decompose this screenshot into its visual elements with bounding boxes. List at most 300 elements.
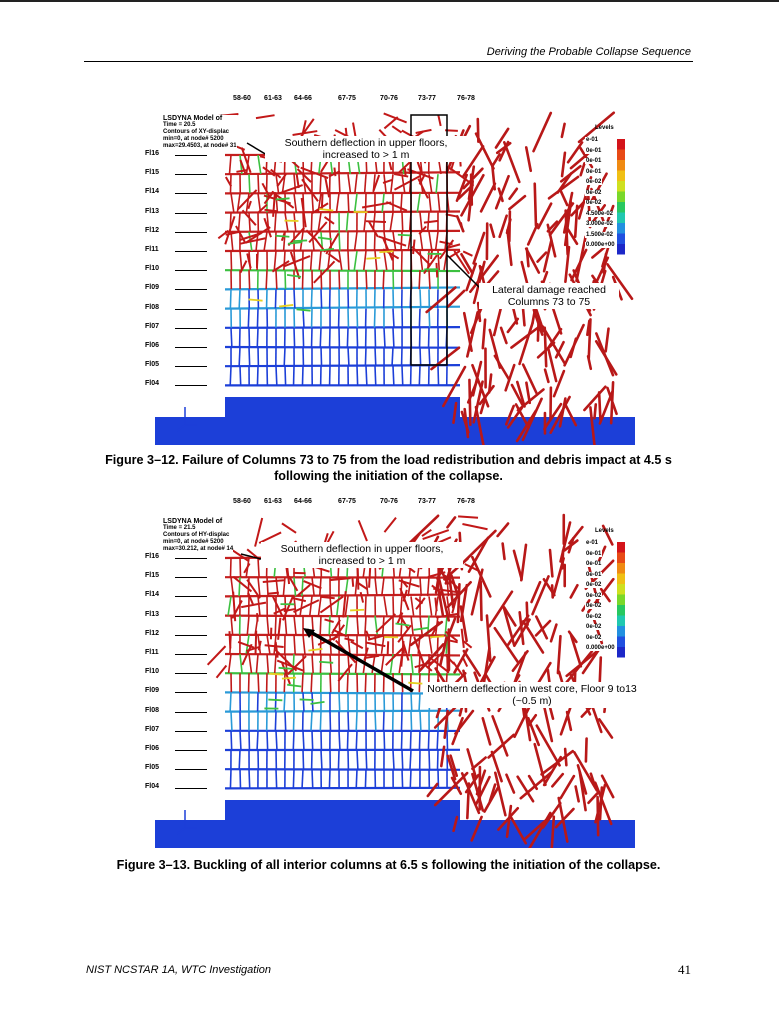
- column-segment: [275, 712, 276, 731]
- column-segment: [276, 731, 277, 750]
- floor-label: Fl05: [145, 361, 160, 369]
- column-segment: [257, 731, 258, 750]
- column-group-label: 67-75: [338, 498, 356, 505]
- column-segment: [239, 750, 240, 769]
- floor-label: Fl16: [145, 553, 160, 560]
- legend-swatch: [617, 202, 625, 213]
- floor-label: Fl09: [145, 687, 160, 695]
- column-segment: [411, 712, 412, 731]
- floor-label: Fl14: [145, 188, 160, 196]
- column-segment: [410, 750, 411, 769]
- column-segment: [438, 366, 439, 385]
- legend-swatch: [617, 244, 625, 255]
- column-segment: [276, 769, 277, 788]
- legend-value: 0.000e+00: [586, 645, 615, 651]
- floor-label: Fl11: [145, 246, 159, 253]
- column-segment: [239, 347, 240, 366]
- floor-label: Fl08: [145, 706, 160, 714]
- legend-swatch: [617, 181, 625, 192]
- column-segment: [275, 616, 276, 635]
- column-group-label: 73-77: [418, 498, 436, 505]
- column-segment: [366, 366, 367, 385]
- floor-tick: [175, 635, 207, 636]
- column-segment: [420, 712, 421, 731]
- floor-label: Fl12: [145, 226, 160, 234]
- legend-swatch: [617, 605, 625, 616]
- column-segment: [267, 731, 268, 750]
- column-segment: [321, 750, 322, 769]
- floor-tick: [175, 174, 207, 175]
- column-segment: [276, 270, 277, 289]
- column-segment: [356, 712, 357, 731]
- column-segment: [375, 712, 376, 731]
- deformed-member: [334, 168, 335, 177]
- column-segment: [365, 769, 366, 788]
- column-segment: [284, 692, 285, 711]
- column-segment: [302, 577, 303, 596]
- column-segment: [374, 232, 375, 251]
- floor-tick: [175, 558, 207, 559]
- column-segment: [320, 328, 321, 347]
- column-group-label: 64-66: [294, 95, 312, 102]
- debris-piece: [535, 184, 536, 226]
- callout-lateral-damage: Lateral damage reached Columns 73 to 75: [479, 283, 619, 309]
- stress-member: [249, 299, 263, 300]
- column-segment: [293, 731, 294, 750]
- column-segment: [249, 347, 250, 366]
- column-segment: [284, 347, 285, 366]
- stress-member: [282, 678, 296, 679]
- stress-member: [319, 662, 333, 663]
- floor-tick: [175, 673, 207, 674]
- column-segment: [339, 174, 340, 193]
- legend-swatch: [617, 171, 625, 182]
- column-segment: [230, 769, 231, 788]
- debris-piece: [458, 584, 460, 622]
- column-segment: [375, 366, 376, 385]
- column-segment: [293, 769, 294, 788]
- column-segment: [393, 577, 394, 596]
- floor-tick: [175, 193, 207, 194]
- stress-member: [366, 258, 380, 259]
- floor-label: Fl06: [145, 745, 160, 752]
- floor-label: Fl04: [145, 380, 160, 388]
- column-segment: [347, 328, 348, 347]
- column-segment: [411, 692, 412, 711]
- column-group-label: 64-66: [294, 498, 312, 505]
- floor-tick: [175, 289, 207, 290]
- legend-value: e-01: [586, 137, 599, 143]
- floor-tick: [175, 712, 207, 713]
- column-segment: [258, 174, 259, 193]
- column-segment: [393, 673, 394, 692]
- column-segment: [384, 731, 385, 750]
- column-segment: [339, 692, 340, 711]
- legend-value: 0e-02: [586, 624, 602, 630]
- column-segment: [410, 731, 411, 750]
- legend-value: 0e-01: [586, 147, 602, 154]
- column-segment: [419, 731, 420, 750]
- debris-piece: [595, 404, 596, 418]
- legend-value: e-01: [586, 540, 599, 546]
- legend-swatch: [617, 223, 625, 234]
- legend-value: 0e-02: [586, 200, 602, 206]
- model-info-line: Contours of HY-displac: [163, 532, 230, 538]
- column-group-label: 58-60: [233, 498, 251, 505]
- column-group-label: 70-76: [380, 498, 398, 505]
- contour-legend-bar: [617, 542, 625, 658]
- floor-label: Fl13: [145, 207, 160, 215]
- column-segment: [285, 712, 286, 731]
- floor-tick: [175, 654, 207, 655]
- legend-value: 0e-02: [586, 603, 602, 609]
- stress-member: [276, 198, 290, 199]
- column-segment: [230, 289, 231, 308]
- floor-label: Fl06: [145, 342, 160, 349]
- column-segment: [312, 654, 313, 673]
- column-segment: [356, 769, 357, 788]
- legend-swatch: [617, 160, 625, 171]
- column-segment: [366, 750, 367, 769]
- column-segment: [339, 232, 340, 251]
- legend-swatch: [617, 637, 625, 648]
- column-segment: [348, 712, 349, 731]
- stress-member: [269, 674, 283, 675]
- column-segment: [320, 174, 321, 193]
- column-group-label: 76-78: [457, 95, 475, 102]
- column-segment: [311, 673, 312, 692]
- deformed-member: [413, 240, 414, 254]
- column-segment: [312, 692, 313, 711]
- debris-piece: [589, 319, 591, 358]
- column-segment: [276, 366, 277, 385]
- floor-tick: [175, 328, 207, 329]
- floor-beam: [225, 347, 460, 348]
- column-group-label: 73-77: [418, 95, 436, 102]
- column-group-label: 61-63: [264, 95, 282, 102]
- callout-southern-deflection: Southern deflection in upper floors, increased to > 1 m: [265, 136, 467, 162]
- column-segment: [302, 366, 303, 385]
- column-segment: [311, 712, 312, 731]
- column-segment: [311, 289, 312, 308]
- legend-value: 0e-02: [586, 634, 602, 641]
- column-segment: [231, 251, 232, 270]
- floor-label: Fl08: [145, 303, 160, 311]
- legend-value: 0.000e+00: [586, 242, 615, 248]
- stress-member: [293, 240, 307, 241]
- column-segment: [231, 328, 232, 347]
- column-segment: [393, 328, 394, 347]
- floor-tick: [175, 692, 207, 693]
- floor-tick: [175, 750, 207, 751]
- column-segment: [303, 750, 304, 769]
- legend-swatch: [617, 626, 625, 637]
- column-group-label: 67-75: [338, 95, 356, 102]
- floor-label: Fl05: [145, 764, 160, 772]
- column-segment: [303, 731, 304, 750]
- figure-3-13: [145, 498, 637, 848]
- column-segment: [320, 712, 321, 731]
- column-segment: [338, 750, 339, 769]
- column-segment: [339, 731, 340, 750]
- column-segment: [366, 270, 367, 289]
- column-segment: [375, 347, 376, 366]
- column-segment: [249, 270, 250, 289]
- column-segment: [357, 309, 358, 328]
- legend-value: 0e-01: [586, 550, 602, 557]
- floor-beam: [225, 673, 460, 674]
- column-segment: [419, 270, 420, 289]
- column-group-label: 76-78: [457, 498, 475, 505]
- debris-piece: [527, 249, 529, 267]
- column-segment: [429, 347, 430, 366]
- column-segment: [284, 673, 285, 692]
- column-segment: [365, 347, 366, 366]
- column-segment: [348, 347, 349, 366]
- column-segment: [312, 731, 313, 750]
- legend-value: 0e-02: [586, 592, 602, 599]
- page-top-border: [0, 0, 779, 2]
- column-segment: [383, 712, 384, 731]
- column-segment: [312, 769, 313, 788]
- column-segment: [329, 616, 330, 635]
- model-title: LSDYNA Model of: [163, 518, 223, 525]
- column-segment: [239, 289, 240, 308]
- column-segment: [294, 328, 295, 347]
- floor-beam: [225, 711, 460, 712]
- column-segment: [285, 270, 286, 289]
- floor-tick: [175, 577, 207, 578]
- column-segment: [240, 731, 241, 750]
- stress-member: [275, 236, 289, 237]
- column-segment: [231, 731, 232, 750]
- column-segment: [429, 270, 430, 289]
- column-segment: [302, 673, 303, 692]
- column-segment: [402, 769, 403, 788]
- legend-value: 4.500e-02: [586, 210, 614, 217]
- floor-beam: [225, 231, 460, 232]
- model-info-line: max=29.4503, at node# 31: [163, 143, 237, 149]
- model-info: [163, 518, 233, 553]
- column-segment: [248, 309, 249, 328]
- column-segment: [303, 328, 304, 347]
- column-segment: [329, 769, 330, 788]
- floor-beam: [225, 769, 460, 770]
- legend-swatch: [617, 647, 625, 658]
- column-segment: [321, 347, 322, 366]
- debris-piece: [478, 119, 479, 142]
- debris-piece: [599, 392, 600, 419]
- figure-caption-3-12: Figure 3–12. Failure of Columns 73 to 75 from the load redistribution and debris impact at 4.5 s following the initiation of the collapse.: [105, 453, 672, 483]
- deformed-member: [358, 568, 359, 589]
- floor-tick: [175, 213, 207, 214]
- legend-swatch: [617, 150, 625, 161]
- column-segment: [239, 577, 240, 596]
- page-number: 41: [678, 962, 691, 977]
- floor-tick: [175, 616, 207, 617]
- legend-value: 0e-02: [586, 189, 602, 196]
- footer-publication: NIST NCSTAR 1A, WTC Investigation: [86, 964, 272, 976]
- floor-tick: [175, 309, 207, 310]
- column-group-label: 58-60: [233, 95, 251, 102]
- floor-tick: [175, 731, 207, 732]
- column-segment: [249, 174, 250, 193]
- column-segment: [393, 366, 394, 385]
- column-segment: [356, 731, 357, 750]
- column-segment: [320, 654, 321, 673]
- base-block: [225, 800, 460, 822]
- header-rule: [84, 61, 693, 62]
- model-info-line: Contours of XY-displac: [163, 129, 230, 135]
- running-header: Deriving the Probable Collapse Sequence: [486, 46, 691, 58]
- deformed-member: [436, 263, 437, 277]
- legend-value: 3.000e-02: [586, 221, 614, 227]
- column-segment: [320, 616, 321, 635]
- floor-tick: [175, 596, 207, 597]
- legend-swatch: [617, 234, 625, 245]
- floor-beam: [225, 327, 460, 328]
- figure-3-12: [145, 95, 635, 445]
- column-segment: [429, 750, 430, 769]
- legend-swatch: [617, 139, 625, 150]
- column-segment: [257, 309, 258, 328]
- stress-member: [268, 700, 282, 701]
- column-segment: [240, 366, 241, 385]
- stress-member: [398, 235, 412, 236]
- column-segment: [275, 232, 276, 251]
- debris-piece: [562, 551, 563, 569]
- column-segment: [302, 769, 303, 788]
- ground-slab: [155, 417, 635, 445]
- floor-beam: [225, 654, 460, 655]
- floor-tick: [175, 366, 207, 367]
- column-segment: [437, 731, 438, 750]
- deformed-member: [229, 631, 230, 648]
- column-segment: [347, 673, 348, 692]
- floor-label: Fl09: [145, 284, 160, 292]
- column-segment: [321, 289, 322, 308]
- floor-label: Fl10: [145, 265, 160, 273]
- column-segment: [420, 289, 421, 308]
- deformed-member: [366, 221, 386, 222]
- column-segment: [240, 558, 241, 577]
- column-segment: [393, 750, 394, 769]
- floor-tick: [175, 232, 207, 233]
- column-segment: [249, 769, 250, 788]
- column-segment: [357, 750, 358, 769]
- model-info-line: min=0, at node# 5200: [163, 136, 224, 142]
- debris-piece: [538, 324, 539, 340]
- model-info-line: Time = 20.5: [163, 122, 196, 128]
- column-segment: [419, 366, 420, 385]
- column-segment: [258, 673, 259, 692]
- legend-swatch: [617, 213, 625, 224]
- deformed-member: [435, 598, 436, 612]
- base-block: [225, 397, 460, 419]
- legend-swatch: [617, 584, 625, 595]
- column-segment: [402, 213, 403, 232]
- model-info-line: min=0, at node# 5200: [163, 539, 224, 545]
- column-segment: [258, 558, 259, 577]
- model-info: [163, 115, 237, 150]
- callout-southern-deflection: Southern deflection in upper floors, increased to > 1 m: [261, 542, 463, 568]
- stress-member: [379, 251, 393, 252]
- column-segment: [402, 673, 403, 692]
- model-info-line: Time = 21.5: [163, 525, 196, 531]
- floor-tick: [175, 769, 207, 770]
- legend-value: 0e-01: [586, 571, 602, 578]
- floor-tick: [175, 385, 207, 386]
- floor-label: Fl14: [145, 591, 160, 599]
- column-segment: [257, 366, 258, 385]
- column-segment: [231, 712, 232, 731]
- column-segment: [365, 596, 366, 615]
- column-segment: [285, 366, 286, 385]
- column-segment: [420, 347, 421, 366]
- legend-value: 0e-02: [586, 179, 602, 185]
- column-segment: [393, 309, 394, 328]
- column-segment: [230, 558, 231, 577]
- floor-tick: [175, 347, 207, 348]
- callout-northern-deflection: Northern deflection in west core, Floor 9 to13 (~0.5 m): [423, 682, 641, 708]
- column-segment: [447, 731, 448, 750]
- column-segment: [275, 289, 276, 308]
- deformed-member: [321, 597, 334, 598]
- stress-member: [300, 699, 314, 700]
- column-segment: [428, 731, 429, 750]
- column-segment: [392, 347, 393, 366]
- floor-tick: [175, 270, 207, 271]
- column-segment: [303, 692, 304, 711]
- column-segment: [402, 366, 403, 385]
- column-segment: [311, 213, 312, 232]
- floor-label: Fl15: [145, 572, 160, 580]
- debris-piece: [481, 582, 482, 620]
- floor-label: Fl15: [145, 169, 160, 177]
- deformed-member: [268, 593, 279, 594]
- stress-member: [279, 668, 293, 669]
- column-segment: [419, 309, 420, 328]
- legend-title: Levels: [595, 528, 614, 534]
- legend-title: Levels: [595, 125, 614, 131]
- stress-member: [408, 683, 422, 684]
- legend-swatch: [617, 616, 625, 627]
- column-segment: [302, 270, 303, 289]
- floor-label: Fl04: [145, 783, 160, 791]
- column-segment: [357, 366, 358, 385]
- column-segment: [357, 328, 358, 347]
- column-segment: [339, 270, 340, 289]
- figure-caption-3-13: Figure 3–13. Buckling of all interior columns at 6.5 s following the initiation of the collapse.: [116, 858, 661, 872]
- legend-swatch: [617, 542, 625, 553]
- column-segment: [257, 328, 258, 347]
- legend-value: 0e-01: [586, 168, 602, 175]
- floor-beam: [225, 788, 460, 789]
- deformed-member: [256, 631, 257, 654]
- column-segment: [365, 673, 366, 692]
- floor-beam: [225, 250, 460, 251]
- floor-label: Fl07: [145, 322, 160, 330]
- column-group-label: 70-76: [380, 95, 398, 102]
- floor-label: Fl11: [145, 649, 159, 656]
- column-segment: [348, 251, 349, 270]
- stress-member: [350, 610, 364, 611]
- legend-swatch: [617, 563, 625, 574]
- column-segment: [330, 673, 331, 692]
- legend-value: 1.500e-02: [586, 231, 614, 238]
- debris-piece: [586, 739, 587, 762]
- column-group-label: 61-63: [264, 498, 282, 505]
